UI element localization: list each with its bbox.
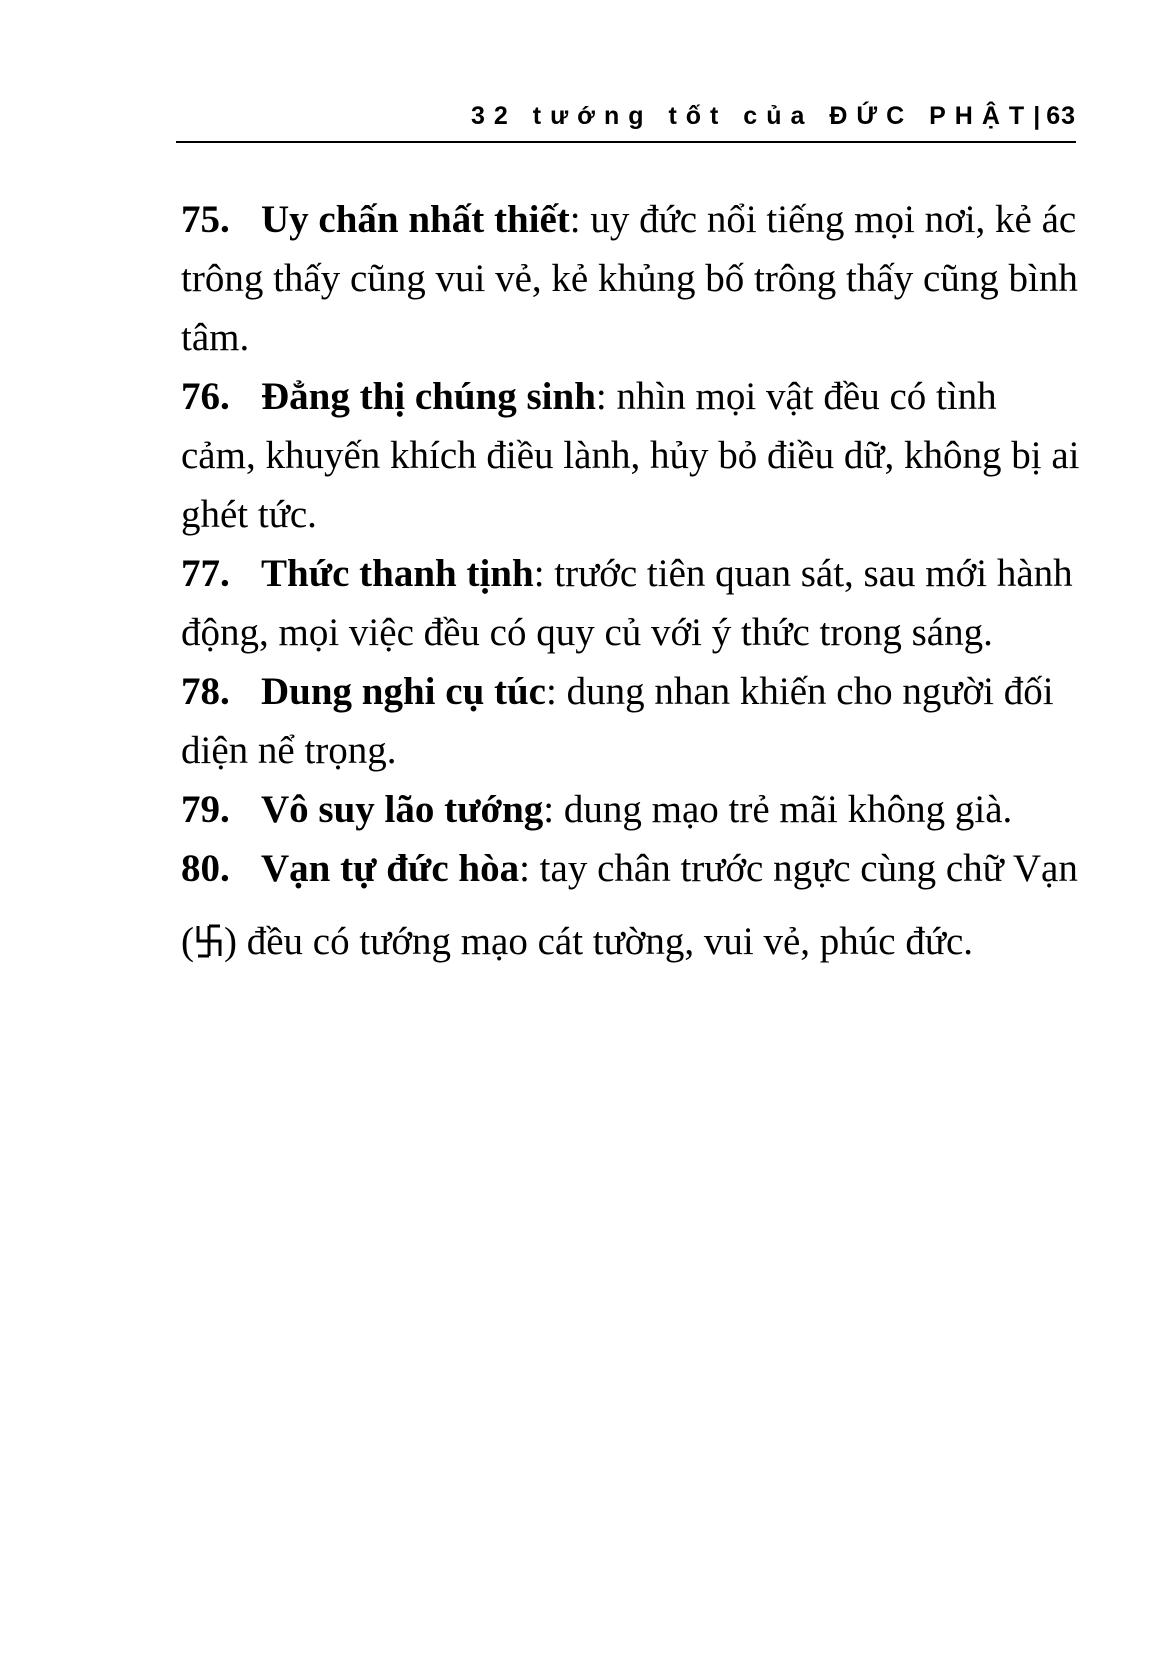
header-separator: | [1033, 102, 1041, 130]
entry-number: 76. [181, 375, 230, 418]
entry-description: : dung mạo trẻ mãi không già. [543, 788, 1013, 831]
entry-number: 75. [181, 198, 230, 241]
entry-76 [181, 367, 1081, 544]
entry-description: : trước tiên quan sát, sau mới hành động, mọi việc đều có quy củ với ý thức trong sáng. [181, 552, 1073, 654]
entry-term: Vạn tự đức hòa [261, 847, 520, 890]
entry-description: : dung nhan khiến cho người đối diện nể trọng. [181, 670, 1054, 772]
entry-75 [181, 190, 1081, 367]
swastika-icon [194, 909, 224, 982]
entry-78 [181, 662, 1081, 780]
entry-list [181, 190, 1081, 982]
entry-number: 78. [181, 670, 230, 713]
page-number: 63 [1046, 102, 1076, 130]
running-title: 32 tướng tốt của ĐỨC PHẬT [471, 102, 1034, 130]
entry-term: Vô suy lão tướng [261, 788, 544, 831]
entry-number: 77. [181, 552, 230, 595]
entry-number: 80. [181, 847, 230, 890]
entry-term: Đẳng thị chúng sinh [261, 375, 596, 418]
entry-term: Thức thanh tịnh [261, 552, 534, 595]
entry-term: Dung nghi cụ túc [261, 670, 546, 713]
entry-77 [181, 544, 1081, 662]
entry-description-end: ) đều có tướng mạo cát tường, vui vẻ, phúc đức. [224, 920, 974, 963]
entry-description: : uy đức nổi tiếng mọi nơi, kẻ ác trông thấy cũng vui vẻ, kẻ khủng bố trông thấy cũng bình tâm. [181, 198, 1078, 359]
entry-number: 79. [181, 788, 230, 831]
running-header [176, 96, 1076, 136]
entry-description: : nhìn mọi vật đều có tình cảm, khuyến khích điều lành, hủy bỏ điều dữ, không bị ai ghét tức. [181, 375, 1080, 536]
entry-79 [181, 780, 1081, 839]
entry-description-start: : tay chân trước ngực cùng chữ Vạn ( [181, 847, 1078, 963]
entry-term: Uy chấn nhất thiết [261, 198, 570, 241]
header-rule [176, 141, 1076, 143]
entry-80 [181, 832, 1081, 982]
